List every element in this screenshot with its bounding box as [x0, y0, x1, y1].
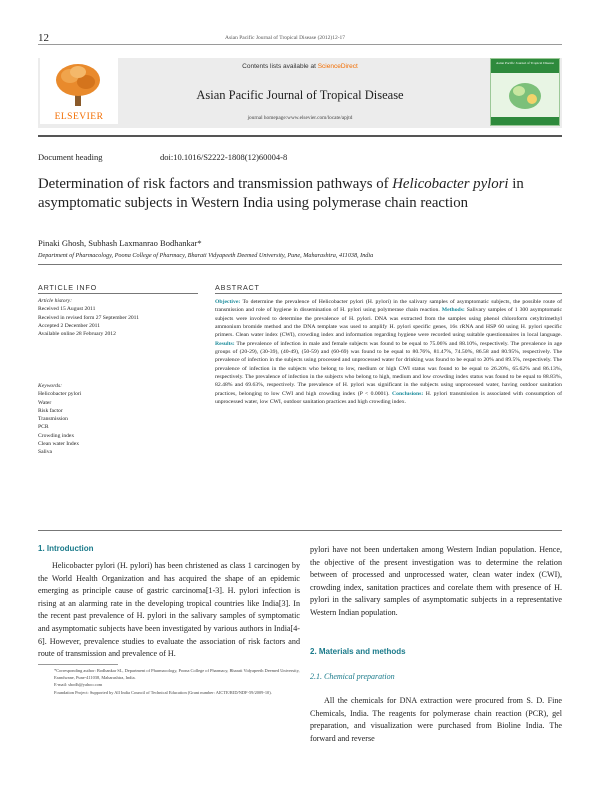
cover-image-icon: [505, 79, 545, 113]
footnote-funding: Foundation Project: Supported by All India Council of Technical Education (Grant number: AICTE/RID/NDF-59/2009-10).: [54, 689, 272, 695]
introduction-continued: [310, 544, 562, 620]
keyword: PCR: [38, 424, 49, 431]
keywords-label: Keywords:: [38, 383, 63, 389]
methods-heading: 2. Materials and methods: [310, 647, 406, 656]
banner-rule: [38, 135, 562, 137]
keyword: Crowding index: [38, 432, 75, 439]
methods-para1: All the chemicals for DNA extraction were procured from S. D. Fine Chemicals, India. The reagents for polymerase chain reaction (PCR), gel preparation, and visualization were purchased from Bioline India. The forward and reverse: [310, 696, 562, 743]
intro-para1-cont: pylori have not been undertaken among Western Indian population. Hence, the objective of the present investigation was to determine the relation between of processed and unprocessed water, clean water index (CWI), crowding index, sanitation practices and corelate them with presence of H. pylori in the salivary samples of asymptomatic subjects in a representative Western Indian population.: [310, 545, 562, 617]
keyword: Saliva: [38, 449, 52, 456]
authors: Pinaki Ghosh, Subhash Laxmanrao Bodhankar*: [38, 238, 202, 248]
article-info-heading: ARTICLE INFO: [38, 283, 97, 292]
publisher-name: ELSEVIER: [54, 112, 104, 122]
journal-cover-thumbnail: [490, 58, 560, 126]
history-revised: Received in revised form 27 September 2011: [38, 314, 140, 321]
article-history: [38, 297, 203, 338]
document-heading-label: Document heading: [38, 152, 103, 162]
article-info-rule: [38, 293, 198, 294]
article-title: [38, 175, 562, 213]
results-label: Results:: [215, 340, 235, 347]
history-label: Article history:: [38, 298, 73, 304]
introduction-heading: 1. Introduction: [38, 544, 94, 553]
affiliation: Department of Pharmacology, Poona College of Pharmacy, Bharati Vidyapeeth Deemed University, Pune, Maharashtra, 411038, India: [38, 252, 374, 259]
title-part2: in asymptomatic subjects in Western India using polymerase chain reaction: [38, 176, 524, 211]
contents-prefix: Contents lists available at: [242, 63, 316, 70]
history-online: Available online 28 February 2012: [38, 331, 116, 338]
keyword: Clean water Index: [38, 441, 80, 448]
keyword: Transmission: [38, 416, 68, 423]
methods-label: Methods:: [441, 307, 465, 314]
abstract-heading: ABSTRACT: [215, 283, 260, 292]
elsevier-tree-icon: [52, 62, 104, 108]
abstract-body: [215, 298, 562, 406]
sciencedirect-link[interactable]: ScienceDirect: [317, 63, 358, 70]
keyword: Risk factor: [38, 407, 63, 414]
objective-label: Objective:: [215, 299, 241, 305]
methods-text: Salivary samples of 1 300 asymptomatic subjects were involved to determine the prevalence of H. pylori. DNA was extracted from the samples using phenol chloroform cetyltrimethyl ammonium bromide method and the DNA template was used to amplify H. pylori specific genes, 16s rRNA and HSP 60 using H. pylori specific primers. Clean water index (CWI), crowding index and information regarding hygiene were recorded using suitable questionnaires in local language.: [215, 307, 563, 339]
running-head: Asian Pacific Journal of Tropical Disease (2012)12-17: [225, 35, 346, 41]
abstract-bottom-rule: [38, 530, 562, 531]
title-part1: Determination of risk factors and transmission pathways of: [38, 176, 393, 192]
conclusions-label: Conclusions:: [392, 390, 424, 397]
journal-title: Asian Pacific Journal of Tropical Disease: [196, 88, 404, 102]
footnote: [54, 667, 300, 696]
contents-line: [120, 63, 480, 70]
cover-title: Asian Pacific Journal of Tropical Disease: [495, 61, 555, 65]
title-italic: Helicobacter pylori: [392, 176, 509, 192]
intro-para1: Helicobacter pylori (H. pylori) has been christened as class 1 carcinogen by the World Health Organization and has acquired the shape of an epidemic emerging as principle cause of gastric carcinoma[1-3]. H. pylori infection is rising at an alarming rate in the developing tropical countries like India[3]. In the recent past prevalence of H. pylori in the salivary samples of symptomatic and asymptomatic subjects have been investigated by various authors in India[4-6]. However, prevalence studies to evaluate the association of risk factors and route of transmission and prevalence of H.: [38, 561, 300, 659]
page-number: 12: [38, 32, 49, 44]
top-rule: [38, 44, 562, 45]
keyword: Water: [38, 399, 52, 406]
journal-homepage[interactable]: journal homepage:www.elsevier.com/locate/apjtd: [247, 115, 353, 121]
introduction-paragraph: [38, 560, 300, 661]
abstract-rule: [215, 293, 562, 294]
doi[interactable]: doi:10.1016/S2222-1808(12)60004-8: [160, 152, 288, 162]
results-text: The prevalence of infection in male and female subjects was found to be equal to 75.06% and 88.10%, respectively. The prevalence in age groups of (20-29), (30-39), (40-49), (50-59) and (60-69) was found to be equal to 80.76%, 81.47%, 74.50%, 86.58 and 80.95%, respectively. The prevalence of infection in the subjects using processed and unprocessed water for drinking was found to be equal to 20% and 89.5%, respectively. The prevalence of infection in the subjects who belong to low, medium or high CWI status was found to be equal to 26.20%, 65.62% and 86.13%, respectively. The prevalence of infection in the subjects who belong to high, medium and low crowding index status was found to be equal to 88.83%, 82.48% and 69.63%, respectively. The prevalence of H. pylori was significant in the subjects using unprocessed water, having outdoor sanitation practices, belonging to low CWI and high crowding index (P < 0.0001).: [215, 340, 562, 397]
chemical-preparation-heading: 2.1. Chemical preparation: [310, 672, 395, 681]
history-accepted: Accepted 2 December 2011: [38, 322, 101, 329]
keyword: Helicobacter pylori: [38, 391, 82, 398]
objective-text: To determine the prevalence of Helicobacter pylori (H. pylori) in the salivary samples of asymptomatic subjects, the possible route of transmission and role of hygiene in dissemination of H. pylori using polymerase chain reaction.: [215, 299, 562, 314]
conclusions-text: H. pylori transmission is associated with consumption of unprocessed water, low CWI, outdoor sanitation practices and high crowding index.: [215, 390, 562, 406]
keywords: [38, 382, 203, 457]
affiliation-rule: [38, 264, 562, 265]
methods-paragraph: [310, 695, 562, 745]
cover-bottom-band: [491, 117, 559, 125]
history-received: Received 15 August 2011: [38, 306, 96, 313]
footnote-email[interactable]: E-mail: sbodh@yahoo.com: [54, 682, 103, 688]
footnote-rule: [38, 664, 118, 665]
footnote-corresponding: *Corresponding author: Bodhankar SL, Department of Pharmacology, Poona College of Pharmacy, Bharati Vidyapeeth Deemed University, Erandwane, Pune-411038, Maharashtra, India.: [54, 668, 300, 681]
